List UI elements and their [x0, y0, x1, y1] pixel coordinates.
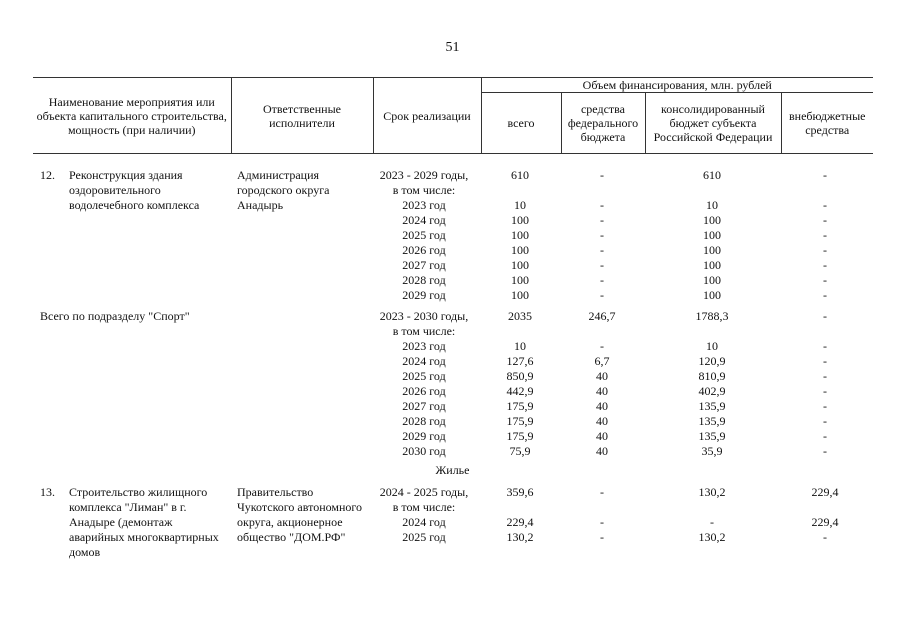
row-federal: - [600, 168, 604, 182]
row-total: 2035 [508, 309, 532, 323]
row-federal: 246,7 [588, 309, 616, 323]
row-extrabudget: - [823, 168, 827, 182]
header-executors: Ответственные исполнители [231, 78, 373, 154]
header-name: Наименование мероприятия или объекта капитального строительства, мощность (при наличии) [36, 94, 227, 137]
row-name: Строительство жилищного комплекса "Лиман" в г. Анадыре (демонтаж аварийных многоквартирных домов [69, 485, 219, 559]
row-extrabudget: 229,4 [811, 485, 839, 499]
row-number: 12. [40, 168, 55, 182]
row-regional: 610 [703, 168, 721, 182]
row-regional: 1788,3 [695, 309, 729, 323]
table-body: 12. Реконструкция здания оздоровительного водолечебного комплекса Администрация городского округа Анадырь 2023 - 2029 годы, в том числе: 610 - 610 - 2023 год 10 - 10 - 2024 год 100 - 100 - 2025 год 100 - 100 - 2026 год 100 - 100 - 2027 год 100 - 100 - 2028 год 100 - 100 - 2029 год 100 - 100 - Всего по подразделу "Спорт" 2023 - 2030 годы, в том числе: 2035 246,7 1788,3 - 2023 год 10 - 10 - 2024 год 127,6 6,7 120,9 - 2025 год 850,9 40 810,9 - 2026 год 442,9 40 402,9 - 2027 год 175,9 40 135,9 - 2028 год 175,9 40 135,9 - 2029 год 175,9 40 135,9 - 2030 год 75,9 40 35,9 - Жилье 13. Строительство жилищного комплекса "Лиман" в г. Анадыре (демонтаж аварийных многоквартирных домов Правительство Чукотского автономного округа, акционерное общество "ДОМ.РФ" 2024 - 2025 годы, в том числе: 359,6 - 130,2 229,4 2024 год 229,4 - - 229,4 2025 год 130,2 - 130,2 - [0, 0, 905, 640]
header-federal: средства федерального бюджета [561, 93, 645, 154]
row-extrabudget: - [823, 309, 827, 323]
section-heading: Жилье [435, 463, 470, 477]
row-period: 2023 - 2030 годы, в том числе: [379, 309, 469, 338]
row-period: 2023 - 2029 годы, в том числе: [379, 168, 469, 197]
header-regional: консолидированный бюджет субъекта Российской Федерации [645, 93, 781, 154]
header-extrabudget: внебюджетные средства [781, 93, 873, 154]
row-total: 610 [511, 168, 529, 182]
row-name: Реконструкция здания оздоровительного водолечебного комплекса [69, 168, 200, 212]
header-total: всего [481, 93, 561, 154]
header-period: Срок реализации [373, 78, 481, 154]
row-number: 13. [40, 485, 55, 499]
row-period: 2024 - 2025 годы, в том числе: [379, 485, 469, 514]
row-federal: - [600, 485, 604, 499]
row-total: 359,6 [506, 485, 534, 499]
header-funding-group: Объем финансирования, млн. рублей [481, 78, 873, 93]
row-name: Всего по подразделу "Спорт" [40, 309, 190, 323]
row-regional: 130,2 [698, 485, 726, 499]
row-executor: Правительство Чукотского автономного округа, акционерное общество "ДОМ.РФ" [237, 485, 363, 544]
page-number: 51 [445, 40, 460, 55]
row-executor: Администрация городского округа Анадырь [237, 168, 330, 212]
